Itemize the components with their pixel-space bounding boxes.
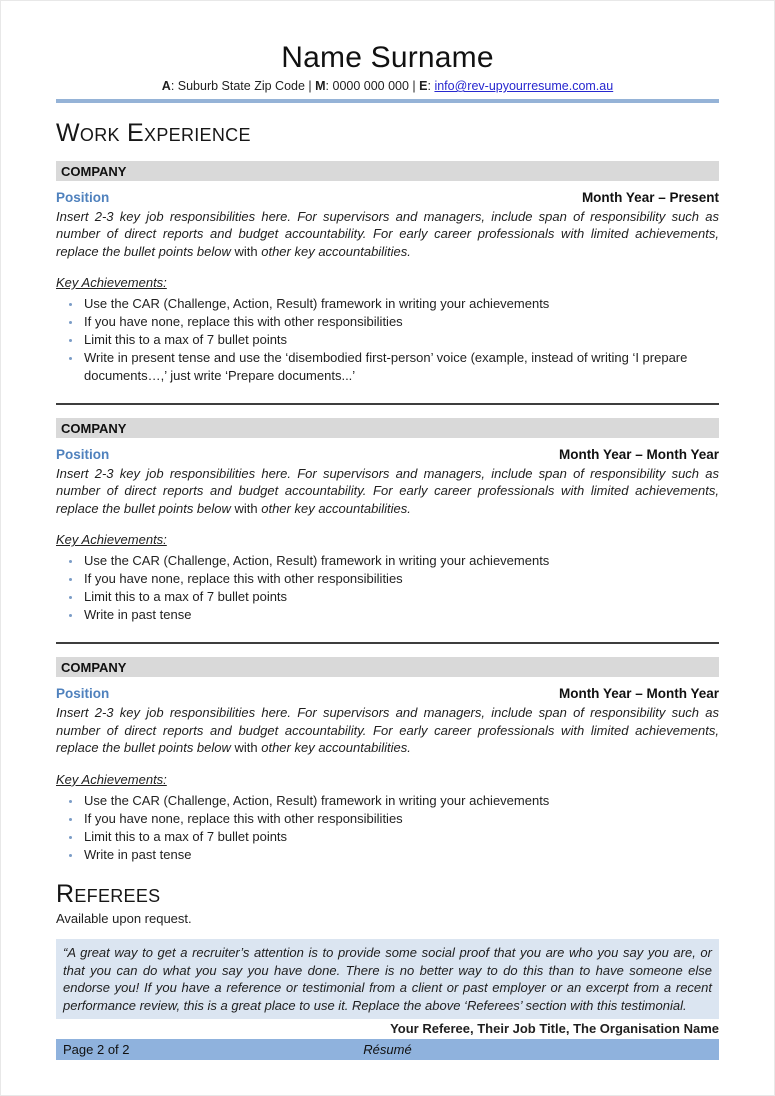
bullet-item: • Write in past tense [82,846,719,864]
referees-title: Referees [56,879,161,908]
achievement-bullet-list [56,552,719,624]
bullet-item: • Write in present tense and use the ‘disembodied first-person’ voice (example, instead of writing ‘I prepare documents…,’ just write ‘Prepare documents...’ [82,349,719,385]
job-description-mid: with [230,243,262,259]
job-dates: Month Year – Present [581,189,719,205]
job-description [56,704,719,757]
job-description-tail: other key accountabilities. [261,500,411,516]
testimonial-quote: “A great way to get a recruiter’s attention is to provide some social proof that you are who you say you are, or that you can do what you say you have done. There is no better way to do this than to have someone else endorse you! If you have a reference or testimonial from a client or past employer or an excerpt from a recent performance review, this is a great place to use it. Replace the above ‘Referees’ section with this testimonial. [56,939,719,1019]
header-rule [56,99,719,103]
job-meta-row [56,686,719,701]
email-link[interactable]: info@rev-upyourresume.com.au [434,79,614,93]
mobile-value: : 0000 000 000 | [325,79,420,93]
job-description-lead: Insert 2-3 key job responsibilities here. For supervisors and managers, include span of responsibility such as number of direct reports and budget accountability. For early career professionals with limited achievements, replace the bullet points below [56,208,719,259]
address-label: A [161,79,171,93]
bullet-item: • Use the CAR (Challenge, Action, Result) framework in writing your achievements [82,792,719,810]
company-header-bar: COMPANY [56,161,719,181]
section-divider [56,403,719,405]
job-description-lead: Insert 2-3 key job responsibilities here. For supervisors and managers, include span of responsibility such as number of direct reports and budget accountability. For early career professionals with limited achievements, replace the bullet points below [56,705,719,756]
job-description [56,208,719,261]
address-value: : Suburb State Zip Code | [170,79,316,93]
bullet-item: • Use the CAR (Challenge, Action, Result) framework in writing your achievements [82,295,719,313]
testimonial-attribution: Your Referee, Their Job Title, The Organisation Name [390,1021,719,1037]
position-title: Position [56,446,110,462]
document-header [56,41,719,103]
job-description [56,465,719,518]
key-achievements-label: Key Achievements: [56,275,167,291]
email-label: E [419,79,428,93]
mobile-label: M [315,79,326,93]
bullet-item: • If you have none, replace this with other responsibilities [82,313,719,331]
key-achievements-label: Key Achievements: [56,771,167,787]
job-dates: Month Year – Month Year [558,446,719,462]
person-name: Name Surname [281,41,494,74]
bullet-item: • Use the CAR (Challenge, Action, Result) framework in writing your achievements [82,552,719,570]
key-achievements-label: Key Achievements: [56,532,167,548]
bullet-item: • Limit this to a max of 7 bullet points [82,331,719,349]
job-meta-row [56,447,719,462]
contact-line [56,79,719,93]
referees-body: Available upon request. [56,911,192,927]
achievement-bullet-list [56,295,719,385]
section-divider [56,642,719,644]
achievement-bullet-list [56,792,719,864]
job-meta-row [56,190,719,205]
company-header-bar: COMPANY [56,657,719,677]
work-experience-title: Work Experience [56,119,251,147]
position-title: Position [56,189,110,205]
section-referees [56,881,719,927]
job-description-tail: other key accountabilities. [261,243,411,259]
email-separator: : [427,79,435,93]
job-description-lead: Insert 2-3 key job responsibilities here. For supervisors and managers, include span of responsibility such as number of direct reports and budget accountability. For early career professionals with limited achievements, replace the bullet points below [56,465,719,516]
bullet-item: • Write in past tense [82,606,719,624]
section-work-experience [56,120,719,864]
bullet-item: • Limit this to a max of 7 bullet points [82,828,719,846]
position-title: Position [56,686,110,702]
job-block-3 [56,657,719,863]
job-block-1 [56,161,719,385]
job-description-tail: other key accountabilities. [261,740,411,756]
job-block-2 [56,418,719,624]
job-description-mid: with [230,740,262,756]
page-footer-bar [56,1039,719,1060]
document-title: Résumé [363,1042,412,1058]
bullet-item: • If you have none, replace this with other responsibilities [82,810,719,828]
job-description-mid: with [230,500,262,516]
page-number: Page 2 of 2 [63,1042,130,1058]
job-dates: Month Year – Month Year [558,686,719,702]
company-header-bar: COMPANY [56,418,719,438]
bullet-item: • Limit this to a max of 7 bullet points [82,588,719,606]
bullet-item: • If you have none, replace this with other responsibilities [82,570,719,588]
